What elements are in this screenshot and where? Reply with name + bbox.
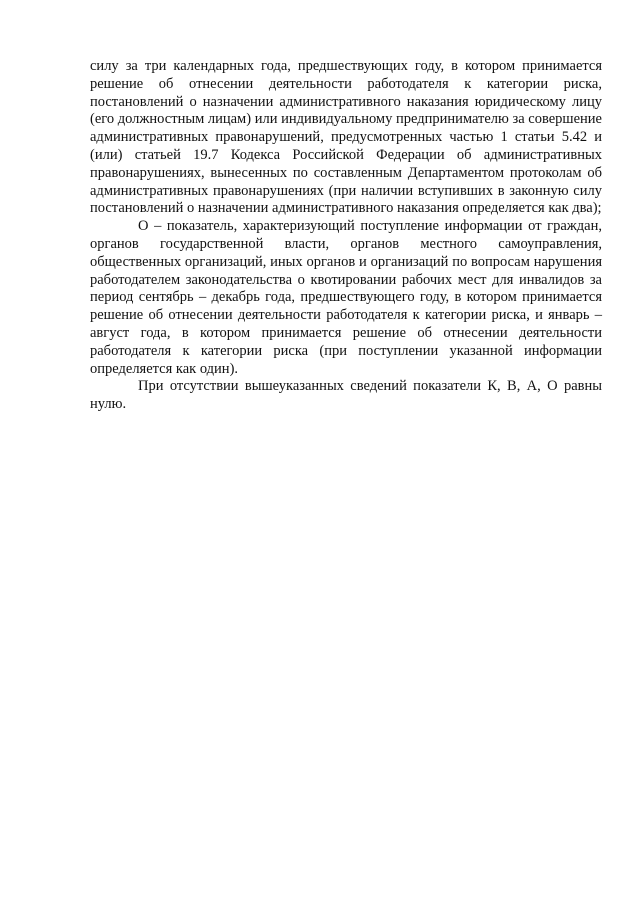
paragraph-zero-values: При отсутствии вышеуказанных сведений показатели К, В, А, О равны нулю. (90, 378, 602, 413)
paragraph-continuation: силу за три календарных года, предшествующих году, в котором принимается решение об отнесении деятельности работодателя к категории риска, постановлений о назначении административного наказания юридическому лицу (его должностным лицам) или индивидуальному предпринимателю за совершение административных правонарушений, предусмотренных частью 1 статьи 5.42 и (или) статьей 19.7 Кодекса Российской Федерации об административных правонарушениях, вынесенных по составленным Департаментом протоколам об административных правонарушениях (при наличии вступивших в законную силу постановлений о назначении административного наказания определяется как два); (90, 58, 602, 217)
paragraph-indicator-o: О – показатель, характеризующий поступление информации от граждан, органов государственной власти, органов местного самоуправления, общественных организаций, иных органов и организаций по вопросам нарушения работодателем законодательства о квотировании рабочих мест для инвалидов за период сентябрь – декабрь года, предшествующего году, в котором принимается решение об отнесении деятельности работодателя к категории риска, и январь – август года, в котором принимается решение об отнесении деятельности работодателя к категории риска (при поступлении указанной информации определяется как один). (90, 218, 602, 377)
document-body (90, 58, 602, 414)
